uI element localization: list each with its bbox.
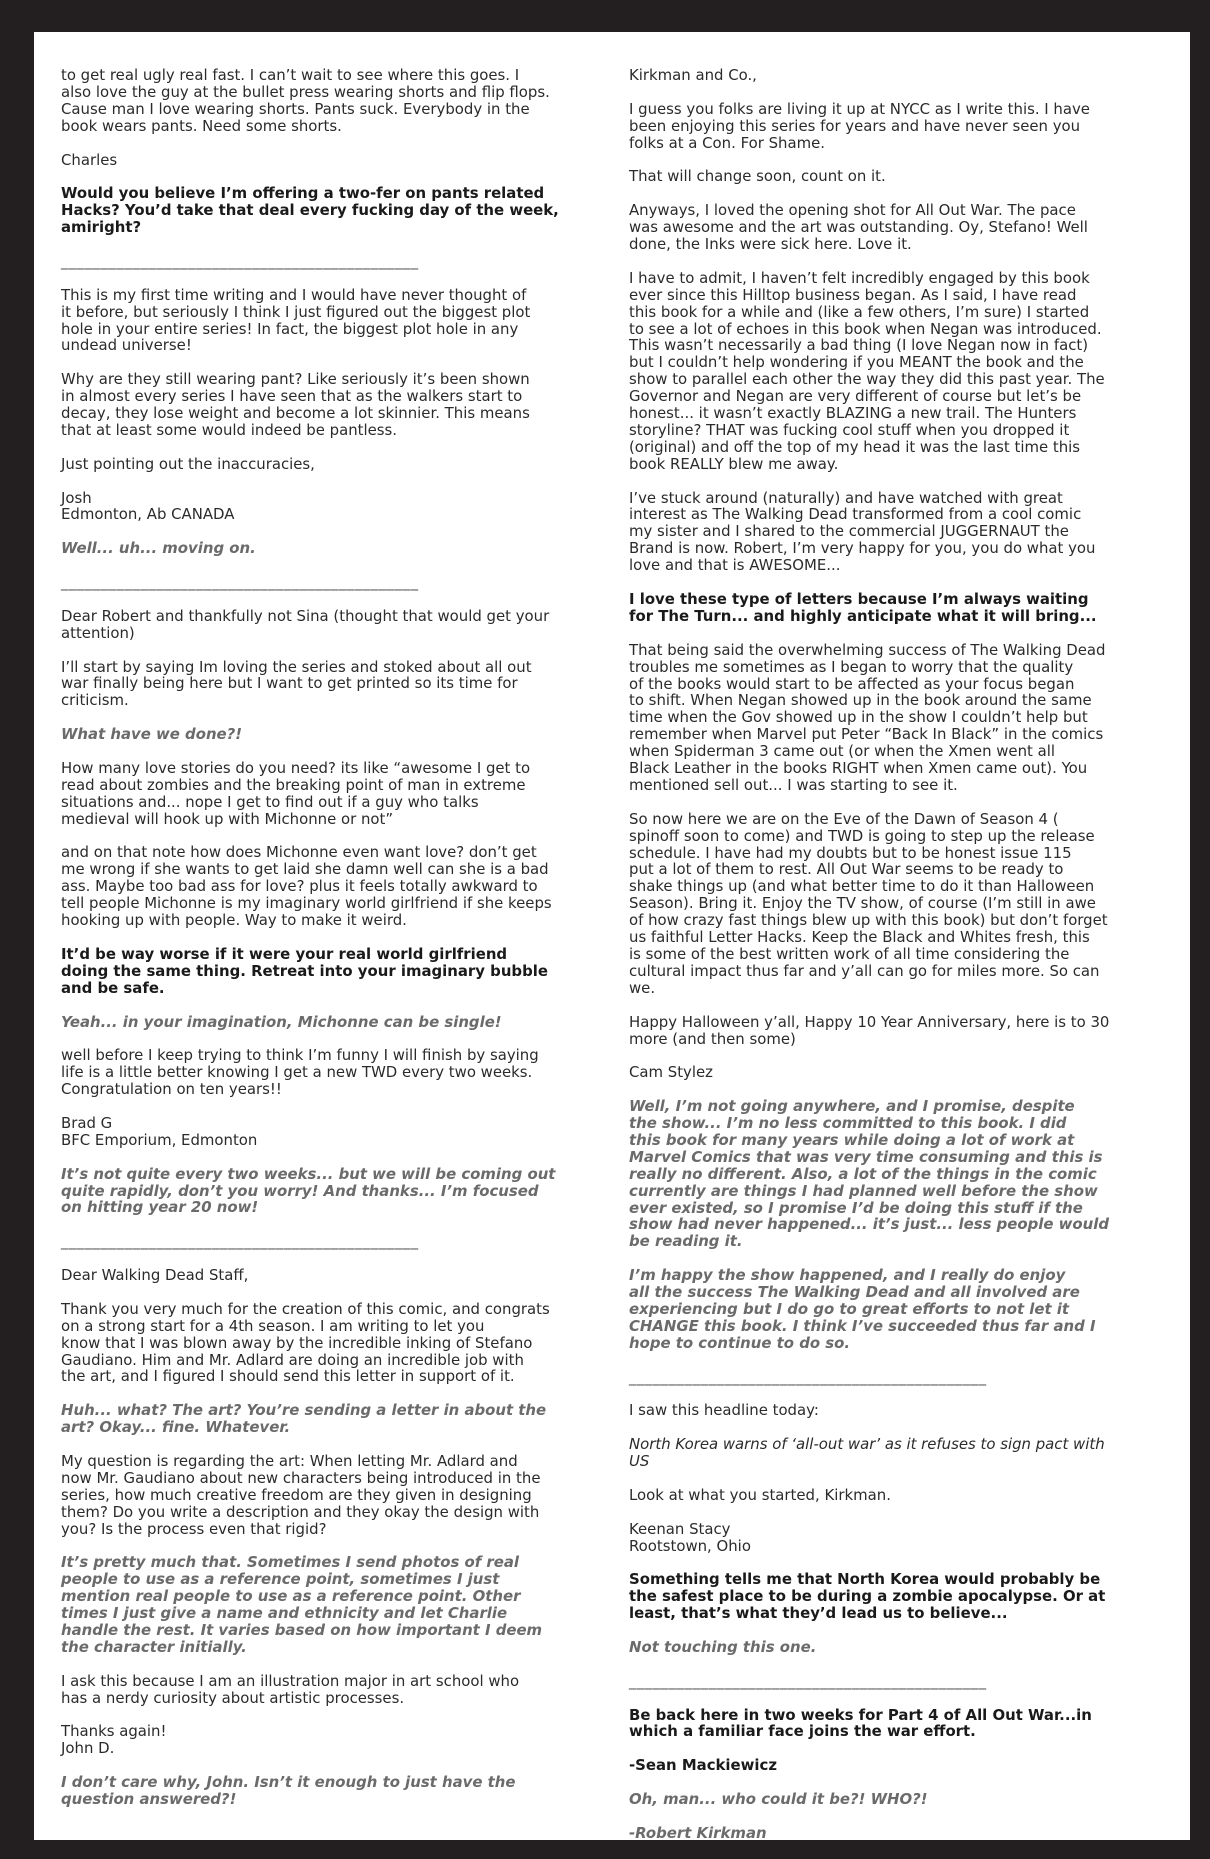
section-separator: _____________________________________________ — [629, 1671, 987, 1690]
left-column — [61, 67, 601, 1840]
letter-paragraph: Charles — [61, 150, 118, 169]
letter-paragraph: Josh Edmonton, Ab CANADA — [61, 488, 235, 524]
section-separator: _____________________________________________ — [61, 251, 419, 270]
letter-paragraph: Happy Halloween y’all, Happy 10 Year Anniversary, here is to 30 more (and then some) — [629, 1012, 1110, 1048]
letter-paragraph: Thank you very much for the creation of this comic, and congrats on a strong start for a 4th season. I am writing to let you know that I was blown away by the incredible inking of Stefano Gaudiano. Him and Mr. Adlard are doing an incredible job with the art, and I figured I should send this letter in support of it. — [61, 1299, 550, 1386]
letter-paragraph: well before I keep trying to think I’m funny I will finish by saying life is a little better knowing I get a new TWD every two weeks. Congratulation on ten years!! — [61, 1046, 539, 1099]
letter-paragraph: and on that note how does Michonne even want love? don’t get me wrong if she wants to get laid she damn well can she is a bad ass. Maybe too bad ass for love? plus it feels totally awkward to tell people Michonne is my imaginary world girlfriend if she keeps hooking up with people. Way to make it weird. — [61, 843, 552, 930]
bold-response: Be back here in two weeks for Part 4 of All Out War...in which a familiar face joins the war effort. — [629, 1705, 1092, 1741]
letter-paragraph: I’ll start by saying Im loving the series and stoked about all out war finally being here but I want to get printed so its time for criticism. — [61, 657, 532, 710]
editor-reply: Not touching this one. — [629, 1637, 817, 1656]
letter-paragraph: This is my first time writing and I would have never thought of it before, but seriously I think I just figured out the biggest plot hole in your entire series! In fact, the biggest plot hole in any undead universe! — [61, 285, 531, 355]
section-separator: _____________________________________________ — [629, 1367, 987, 1386]
letter-paragraph: to get real ugly real fast. I can’t wait to see where this goes. I also love the guy at the bullet press wearing shorts and flip flops. Cause man I love wearing shorts. Pants suck. Everybody in the book wears pants. Need some shorts. — [61, 66, 550, 135]
letter-paragraph: That being said the overwhelming success of The Walking Dead troubles me sometimes as I began to worry that the quality of the books would start to be affected as your focus began to shift. When Negan showed up in the book around the same time when the Gov showed up in the show I couldn’t help but remember when Marvel put Peter “Back In Black” in the comics when Spiderman 3 came out (or when the Xmen went all Black Leather in the books RIGHT when Xmen came out). You mentioned sell out... I was starting to see it. — [629, 640, 1106, 794]
bold-response: Something tells me that North Korea would probably be the safest place to be during a zombie apocalypse. Or at least, that’s what they’d lead us to believe... — [629, 1570, 1106, 1623]
letter-paragraph: I saw this headline today: — [629, 1401, 819, 1420]
editor-reply: I don’t care why, John. Isn’t it enough to just have the question answered?! — [61, 1773, 516, 1808]
section-separator: _____________________________________________ — [61, 1823, 419, 1840]
letter-paragraph: I guess you folks are living it up at NYCC as I write this. I have been enjoying this series for years and have never seen you folks at a Con. For Shame. — [629, 99, 1090, 152]
bold-response: It’d be way worse if it were your real world girlfriend doing the same thing. Retreat into your imaginary bubble and be safe. — [61, 944, 548, 997]
quoted-headline: North Korea warns of ‘all-out war’ as it refuses to sign pact with US — [629, 1435, 1105, 1471]
letter-paragraph: Kirkman and Co., — [629, 66, 757, 84]
editor-reply: It’s pretty much that. Sometimes I send photos of real people to use as a reference point, sometimes I just mention real people to use as a reference point. Other times I just give a name and ethnicity and let Charlie handle the rest. It varies based on how important I deem the character initially. — [61, 1553, 543, 1656]
letter-paragraph: Keenan Stacy Rootstown, Ohio — [629, 1519, 751, 1555]
letter-paragraph: So now here we are on the Eve of the Dawn of Season 4 ( spinoff soon to come) and TWD is going to step up the release schedule. I have had my doubts but to be honest issue 115 put a lot of them to rest. All Out War seems to be ready to shake things up (and what better time to do it than Halloween Season). Bring it. Enjoy the TV show, of course (I’m still in awe of how crazy fast things blew up with this book) but don’t forget us faithful Letter Hacks. Keep the Black and Whites fresh, this is some of the best written work of all time considering the cultural impact thus far and y’all can go for miles more. So can we. — [629, 809, 1108, 997]
letters-page — [34, 32, 1190, 1840]
editor-reply: -Robert Kirkman — [629, 1823, 767, 1840]
letter-paragraph: How many love stories do you need? its like “awesome I get to read about zombies and the breaking point of man in extreme situations and... nope I get to find out if a guy who talks medieval will hook up with Michonne or not” — [61, 758, 531, 828]
letter-paragraph: Anyways, I loved the opening shot for All Out War. The pace was awesome and the art was outstanding. Oy, Stefano! Well done, the Inks were sick here. Love it. — [629, 201, 1088, 254]
bold-response: Would you believe I’m offering a two-fer on pants related Hacks? You’d take that deal every fucking day of the week, amiright? — [61, 184, 559, 237]
right-column — [629, 67, 1169, 1840]
letter-paragraph: Brad G BFC Emporium, Edmonton — [61, 1113, 258, 1149]
letter-paragraph: Dear Walking Dead Staff, — [61, 1266, 249, 1285]
bold-response: -Sean Mackiewicz — [629, 1756, 777, 1775]
editor-reply: I’m happy the show happened, and I really do enjoy all the success The Walking Dead and all involved are experiencing but I do go to great efforts to not let it CHANGE this book. I think I’ve succeeded thus far and I hope to continue to do so. — [629, 1266, 1096, 1352]
bold-response: I love these type of letters because I’m always waiting for The Turn... and highly anticipate what it will bring... — [629, 590, 1097, 625]
editor-reply: Oh, man... who could it be?! WHO?! — [629, 1790, 928, 1809]
letter-paragraph: I have to admit, I haven’t felt incredibly engaged by this book ever since this Hilltop business began. As I said, I have read this book for a while and (like a few others, I’m sure) I started to see a lot of echoes in this book when Negan was introduced. This wasn’t necessarily a bad thing (I love Negan now in fact) but I couldn’t help wondering if you MEANT the book and the show to parallel each other the way they did this past year. The Governor and Negan are very different of course but let’s be honest... it wasn’t exactly BLAZING a new trail. The Hunters storyline? THAT was fucking cool stuff when you dropped it (original) and off the top of my head it was the last time this book REALLY blew me away. — [629, 268, 1105, 473]
editor-reply: Well, I’m not going anywhere, and I promise, despite the show... I’m no less committed to this book. I did this book for many years while doing a lot of work at Marvel Comics that was very time consuming and this is really no different. Also, a lot of the things in the comic currently are things I had planned well before the show ever existed, so I promise I’d be doing this stuff if the show had never happened... it’s just... less people would be reading it. — [629, 1097, 1110, 1251]
letter-paragraph: Dear Robert and thankfully not Sina (thought that would get your attention) — [61, 606, 550, 642]
section-separator: _____________________________________________ — [61, 1232, 419, 1251]
editor-reply: Huh... what? The art? You’re sending a letter in about the art? Okay... fine. Whatever. — [61, 1401, 547, 1437]
letter-paragraph: Thanks again! John D. — [61, 1722, 167, 1758]
letter-paragraph: Cam Stylez — [629, 1063, 713, 1082]
letter-paragraph: I’ve stuck around (naturally) and have watched with great interest as The Walking Dead transformed from a cool comic my sister and I shared to the commercial JUGGERNAUT the Brand is now. Robert, I’m very happy for you, you do what you love and that is AWESOME... — [629, 488, 1096, 575]
letter-paragraph: Just pointing out the inaccuracies, — [61, 454, 315, 473]
letter-paragraph: Look at what you started, Kirkman. — [629, 1485, 891, 1504]
editor-reply: It’s not quite every two weeks... but we will be coming out quite rapidly, don’t you worry! And thanks... I’m focused on hitting year 20 now! — [61, 1164, 556, 1217]
letter-paragraph: My question is regarding the art: When letting Mr. Adlard and now Mr. Gaudiano about new characters being introduced in the series, how much creative freedom are they given in designing them? Do you write a description and they okay the design with you? Is the process even that rigid? — [61, 1451, 541, 1538]
letter-paragraph: I ask this because I am an illustration major in art school who has a nerdy curiosity about artistic processes. — [61, 1671, 520, 1707]
letter-paragraph: That will change soon, count on it. — [629, 167, 886, 186]
letter-paragraph: Why are they still wearing pant? Like seriously it’s been shown in almost every series I have seen that as the walkers start to decay, they lose weight and become a lot skinnier. This means that at least some would indeed be pantless. — [61, 370, 530, 439]
editor-reply: What have we done?! — [61, 725, 243, 744]
editor-reply: Well... uh... moving on. — [61, 539, 256, 558]
section-separator: _____________________________________________ — [61, 573, 419, 592]
editor-reply: Yeah... in your imagination, Michonne can be single! — [61, 1012, 502, 1031]
